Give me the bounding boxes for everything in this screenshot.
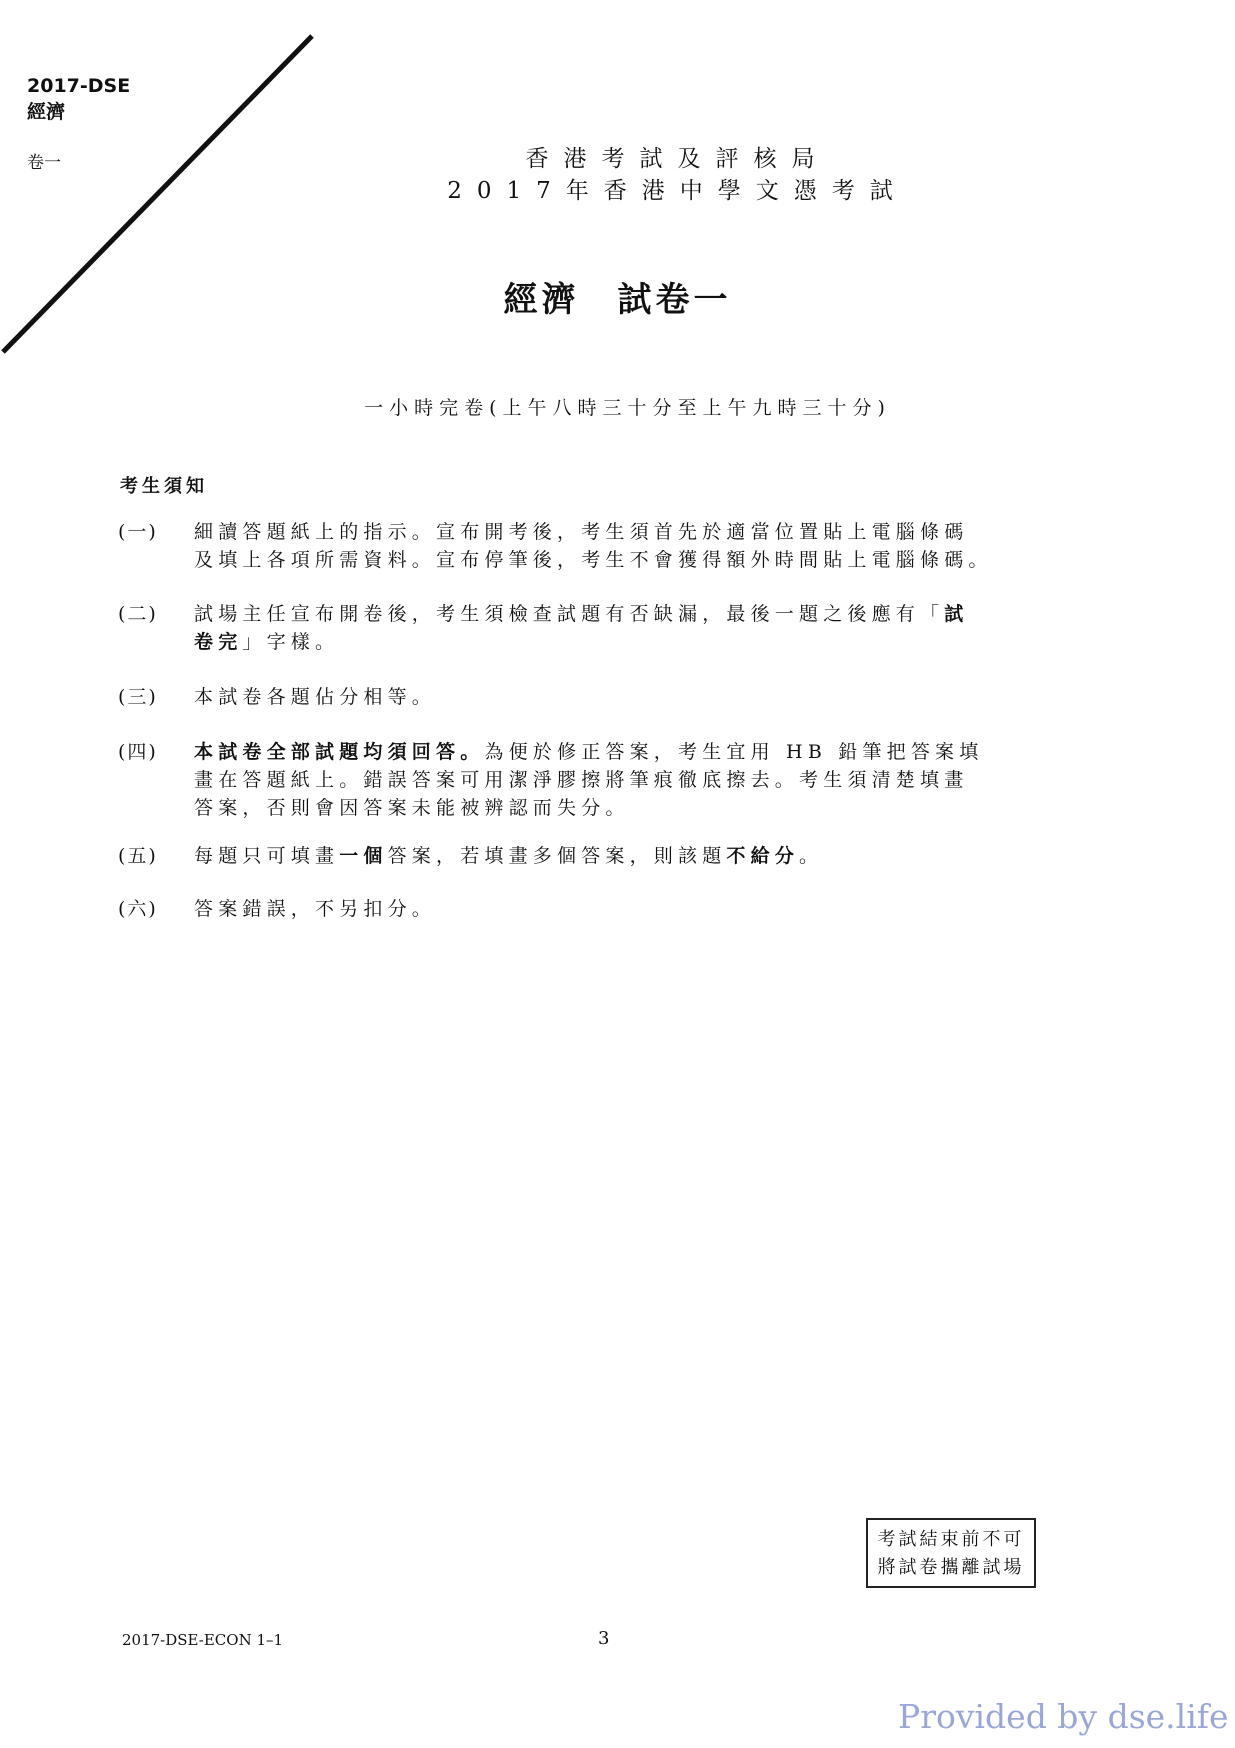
instruction-bold-text: 本試卷全部試題均須回答。 <box>194 741 485 763</box>
instruction-text: 試場主任宣布開卷後，考生須檢查試題有否缺漏，最後一題之後應有「 <box>194 603 945 625</box>
instruction-item-2 <box>118 600 1098 656</box>
instruction-number: (五) <box>118 845 158 867</box>
exam-name: 2017年香港中學文憑考試 <box>447 178 908 204</box>
instruction-text: 」字樣。 <box>242 631 340 653</box>
footer-paper-code: 2017-DSE-ECON 1–1 <box>122 1631 284 1649</box>
instruction-item-5 <box>118 842 1098 870</box>
instruction-number: (四) <box>118 741 158 763</box>
instruction-text-line: 答案錯誤，不另扣分。 <box>194 898 437 920</box>
instruction-item-1 <box>118 518 1098 574</box>
instruction-item-6 <box>118 895 1098 923</box>
instruction-text-line: 答案，否則會因答案未能被辨認而失分。 <box>194 797 630 819</box>
instructions-heading: 考生須知 <box>120 476 208 497</box>
notice-line: 將試卷攜離試場 <box>877 1557 1025 1578</box>
instruction-item-3 <box>118 683 1098 711</box>
instruction-text-line: 細讀答題紙上的指示。宣布開考後，考生須首先於適當位置貼上電腦條碼 <box>194 521 969 543</box>
instruction-text-line: 畫在答題紙上。錯誤答案可用潔淨膠擦將筆痕徹底擦去。考生須清楚填畫 <box>194 769 969 791</box>
corner-paper-label: 卷一 <box>27 153 61 173</box>
instruction-number: (三) <box>118 686 158 708</box>
instruction-text: 為便於修正答案，考生宜用 HB 鉛筆把答案填 <box>484 741 984 763</box>
instruction-bold-text: 卷完 <box>194 631 243 653</box>
instruction-text: 每題只可填畫 <box>194 845 340 867</box>
page-number: 3 <box>598 1628 610 1649</box>
instruction-number: (二) <box>118 603 158 625</box>
notice-line: 考試結束前不可 <box>877 1529 1025 1550</box>
page-title: 經濟 試卷一 <box>503 280 732 320</box>
instruction-bold-text: 試 <box>944 603 969 625</box>
instruction-text: 答案，若填畫多個答案，則該題 <box>387 845 727 867</box>
exam-duration: 一小時完卷(上午八時三十分至上午九時三十分) <box>364 397 891 419</box>
authority-name: 香港考試及評核局 <box>525 146 830 172</box>
instruction-text-line: 及填上各項所需資料。宣布停筆後，考生不會獲得額外時間貼上電腦條碼。 <box>194 549 993 571</box>
corner-exam-code: 2017-DSE <box>27 75 131 97</box>
instruction-bold-text: 一個 <box>339 845 388 867</box>
notice-box <box>866 1518 1036 1588</box>
instruction-text-line: 本試卷各題佔分相等。 <box>194 686 437 708</box>
instruction-item-4 <box>118 738 1098 822</box>
instruction-number: (一) <box>118 521 158 543</box>
instruction-number: (六) <box>118 898 158 920</box>
instruction-bold-text: 不給分 <box>726 845 800 867</box>
instruction-text: 。 <box>799 845 824 867</box>
corner-subject: 經濟 <box>27 101 66 123</box>
watermark-link[interactable]: Provided by dse.life <box>898 1697 1229 1736</box>
